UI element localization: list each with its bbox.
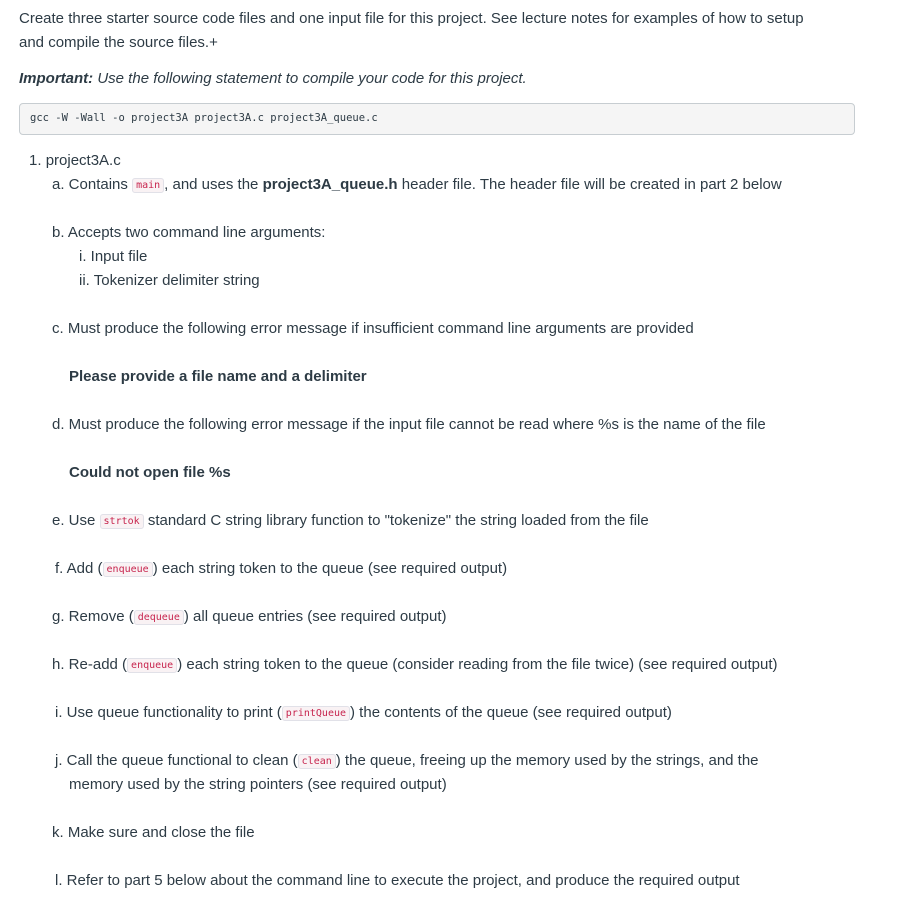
item-e	[52, 509, 649, 533]
item-a-pre: Contains	[64, 176, 133, 193]
item-c: c. Must produce the following error message if insufficient command line arguments are provided	[52, 320, 694, 337]
item-g-pre: g. Remove (	[52, 608, 134, 625]
item-a-post: header file. The header file will be created in part 2 below	[397, 176, 782, 193]
item-i-post: ) the contents of the queue (see required output)	[350, 704, 672, 721]
item-i-pre: i. Use queue functionality to print (	[55, 704, 282, 721]
item-e-post: standard C string library function to "tokenize" the string loaded from the file	[143, 512, 649, 529]
compile-command-block	[19, 103, 855, 135]
code-strtok: strtok	[100, 514, 144, 529]
important-note	[19, 67, 527, 91]
compile-command: gcc -W -Wall -o project3A project3A.c project3A_queue.c	[30, 112, 378, 124]
important-text: Use the following statement to compile your code for this project.	[93, 70, 527, 87]
code-dequeue: dequeue	[134, 610, 184, 625]
intro-line-2: and compile the source files.+	[19, 34, 218, 51]
item-d: d. Must produce the following error message if the input file cannot be read where %s is the name of the file	[52, 416, 766, 433]
item-g-post: ) all queue entries (see required output)	[183, 608, 447, 625]
code-enqueue: enqueue	[103, 562, 153, 577]
item-g	[52, 605, 447, 629]
item-f	[55, 557, 507, 581]
error-message-args: Please provide a file name and a delimiter	[69, 368, 367, 385]
item-h-pre: h. Re-add (	[52, 656, 128, 673]
item-f-pre: f. Add (	[55, 560, 103, 577]
item-b-i: i. Input file	[79, 248, 148, 265]
item-e-pre: e. Use	[52, 512, 100, 529]
item-j	[55, 749, 759, 773]
item-a-marker: a.	[52, 176, 65, 193]
error-message-file: Could not open file %s	[69, 464, 231, 481]
code-clean: clean	[298, 754, 336, 769]
important-label: Important:	[19, 70, 94, 87]
intro-line-1: Create three starter source code files and one input file for this project. See lecture notes for examples of how to setup	[19, 10, 804, 27]
code-enqueue-readd: enqueue	[127, 658, 177, 673]
item-a-mid: , and uses the	[164, 176, 263, 193]
item-j-line-2: memory used by the string pointers (see required output)	[69, 776, 447, 793]
header-file-name: project3A_queue.h	[262, 176, 398, 193]
item-l: l. Refer to part 5 below about the command line to execute the project, and produce the required output	[55, 872, 740, 889]
code-printqueue: printQueue	[282, 706, 350, 721]
item-j-post: ) the queue, freeing up the memory used by the strings, and the	[335, 752, 759, 769]
item-b-ii: ii. Tokenizer delimiter string	[79, 272, 260, 289]
item-1-number: 1.	[29, 152, 42, 169]
item-i	[55, 701, 672, 725]
code-main: main	[132, 178, 164, 193]
item-f-post: ) each string token to the queue (see required output)	[152, 560, 508, 577]
item-h	[52, 653, 778, 677]
item-h-post: ) each string token to the queue (consider reading from the file twice) (see required output)	[177, 656, 778, 673]
item-a	[52, 173, 782, 197]
item-b: b. Accepts two command line arguments:	[52, 224, 326, 241]
item-1-title: project3A.c	[45, 152, 121, 169]
item-j-pre: j. Call the queue functional to clean (	[55, 752, 298, 769]
item-1-heading	[29, 149, 121, 173]
item-k: k. Make sure and close the file	[52, 824, 255, 841]
